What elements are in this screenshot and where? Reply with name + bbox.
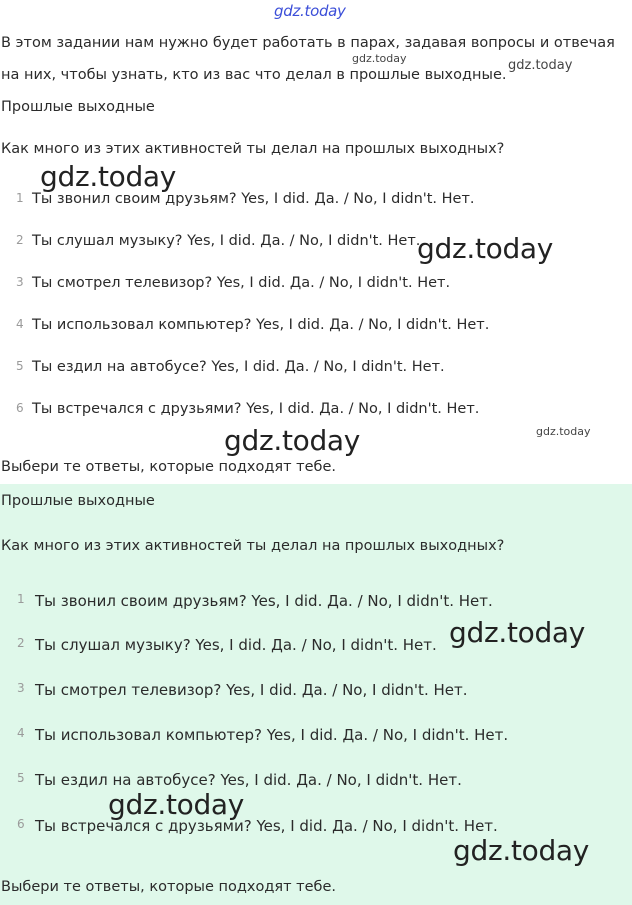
item-text: Ты использовал компьютер? Yes, I did. Да. / No, I didn't. Нет. xyxy=(32,317,490,333)
item-text: Ты слушал музыку? Yes, I did. Да. / No, I didn't. Нет. xyxy=(35,636,437,654)
item-text: Ты встречался с друзьями? Yes, I did. Да. / No, I didn't. Нет. xyxy=(32,401,480,417)
item-number: 4 xyxy=(17,726,25,740)
section1-footer: Выбери те ответы, которые подходят тебе. xyxy=(1,459,336,475)
intro-line-1: В этом задании нам нужно будет работать в парах, задавая вопросы и отвечая xyxy=(1,35,615,51)
item-number: 4 xyxy=(16,317,24,331)
watermark: gdz.today xyxy=(449,616,586,649)
item-number: 6 xyxy=(16,401,24,415)
intro-line-2: на них, чтобы узнать, кто из вас что делал в прошлые выходные. xyxy=(1,67,507,83)
item-text: Ты звонил своим друзьям? Yes, I did. Да. / No, I didn't. Нет. xyxy=(32,191,475,207)
item-number: 2 xyxy=(16,233,24,247)
item-text: Ты использовал компьютер? Yes, I did. Да. / No, I didn't. Нет. xyxy=(35,726,509,744)
watermark: gdz.today xyxy=(108,788,245,821)
item-text: Ты встречался с друзьями? Yes, I did. Да. / No, I didn't. Нет. xyxy=(35,817,498,835)
watermark: gdz.today xyxy=(453,834,590,867)
watermark: gdz.today xyxy=(352,52,407,65)
watermark: gdz.today xyxy=(536,425,591,438)
item-number: 3 xyxy=(16,275,24,289)
item-number: 1 xyxy=(16,191,24,205)
watermark: gdz.today xyxy=(40,160,177,193)
item-number: 6 xyxy=(17,817,25,831)
item-number: 3 xyxy=(17,681,25,695)
watermark: gdz.today xyxy=(417,232,554,265)
item-text: Ты ездил на автобусе? Yes, I did. Да. / No, I didn't. Нет. xyxy=(35,771,462,789)
item-text: Ты смотрел телевизор? Yes, I did. Да. / No, I didn't. Нет. xyxy=(32,275,451,291)
section1-question: Как много из этих активностей ты делал на прошлых выходных? xyxy=(1,141,505,157)
section2-question: Как много из этих активностей ты делал на прошлых выходных? xyxy=(1,538,505,554)
item-number: 2 xyxy=(17,636,25,650)
item-text: Ты ездил на автобусе? Yes, I did. Да. / No, I didn't. Нет. xyxy=(32,359,445,375)
watermark: gdz.today xyxy=(224,424,361,457)
item-number: 5 xyxy=(17,771,25,785)
section1-heading: Прошлые выходные xyxy=(1,99,155,115)
section2-heading: Прошлые выходные xyxy=(1,493,155,509)
item-number: 5 xyxy=(16,359,24,373)
item-number: 1 xyxy=(17,592,25,606)
watermark-logo: gdz.today xyxy=(274,2,346,20)
item-text: Ты звонил своим друзьям? Yes, I did. Да. / No, I didn't. Нет. xyxy=(35,592,493,610)
item-text: Ты слушал музыку? Yes, I did. Да. / No, I didn't. Нет. xyxy=(32,233,421,249)
section2-footer: Выбери те ответы, которые подходят тебе. xyxy=(1,879,336,895)
item-text: Ты смотрел телевизор? Yes, I did. Да. / No, I didn't. Нет. xyxy=(35,681,468,699)
watermark: gdz.today xyxy=(508,58,573,73)
